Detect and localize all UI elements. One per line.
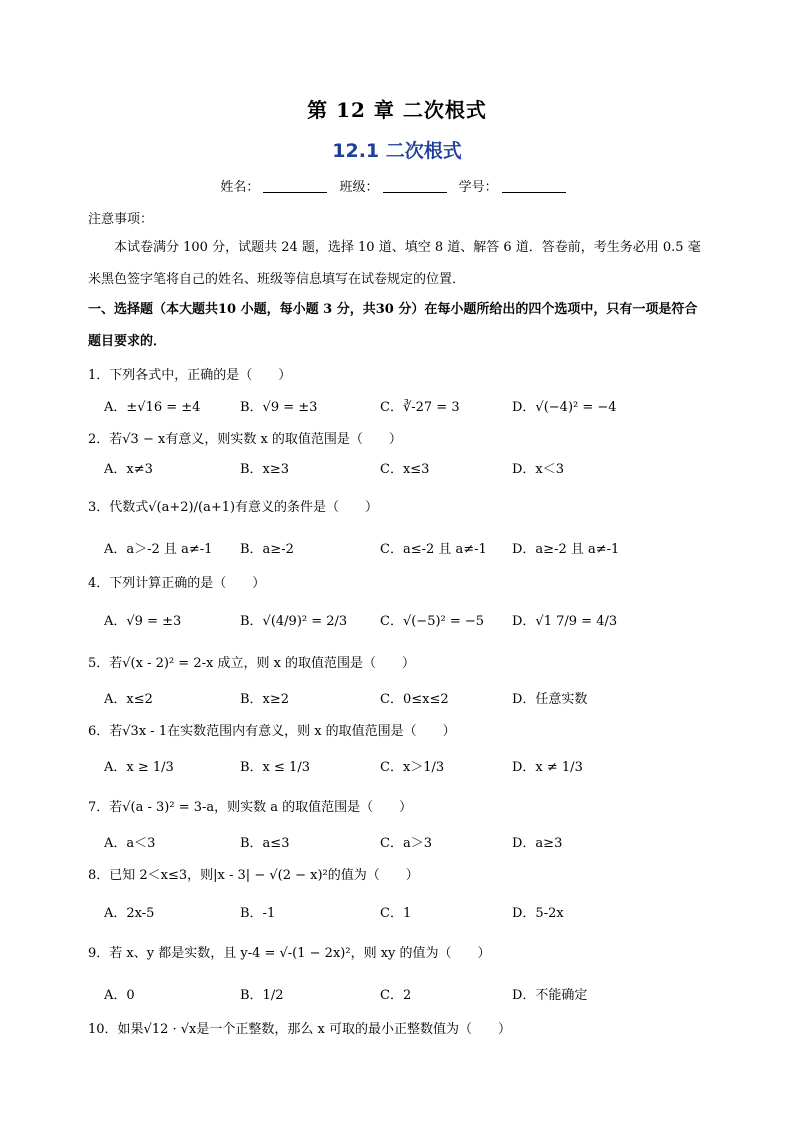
option-a[interactable]: A．0 [104, 988, 135, 1003]
notice-text: 本试卷满分 100 分，试题共 24 题，选择 10 道、填空 8 道、解答 6 道．答卷前，考生务必用 0.5 毫米黑色签字笔将自己的姓名、班级等信息填写在试卷规定的位置． [88, 240, 701, 287]
class-blank[interactable] [383, 180, 447, 193]
option-b[interactable]: B．x≥3 [240, 462, 290, 477]
chapter-title: 第 12 章 二次根式 [307, 98, 487, 122]
question-stem: 8．已知 2＜x≤3，则|x - 3| − √(2 − x)²的值为（ ） [88, 868, 419, 883]
section-title: 12.1 二次根式 [332, 140, 462, 162]
option-row [104, 458, 704, 480]
id-blank[interactable] [502, 180, 566, 193]
option-b[interactable]: B．√(4/9)² = 2/3 [240, 614, 348, 629]
option-a[interactable]: A．a＜3 [104, 836, 156, 851]
question-stem: 10．如果√12 · √x是一个正整数，那么 x 可取的最小正整数值为（ ） [88, 1022, 511, 1037]
option-row [104, 756, 704, 778]
option-row [104, 538, 704, 560]
option-a[interactable]: A．x≠3 [104, 462, 153, 477]
name-label: 姓名： [220, 180, 260, 195]
question-stem: 1．下列各式中，正确的是（ ） [88, 368, 292, 383]
option-c[interactable]: C．a＞3 [380, 836, 432, 851]
question-stem: 2．若√3 − x有意义，则实数 x 的取值范围是（ ） [88, 432, 402, 447]
option-d[interactable]: D．5-2x [512, 906, 564, 921]
option-row [104, 902, 704, 924]
option-row [104, 610, 704, 632]
option-d[interactable]: D．x＜3 [512, 462, 565, 477]
notice-label: 注意事项： [88, 212, 154, 227]
option-row [104, 688, 704, 710]
name-blank[interactable] [263, 180, 327, 193]
option-c[interactable]: C．1 [380, 906, 412, 921]
option-d[interactable]: D．√(−4)² = −4 [512, 400, 617, 415]
option-row [104, 396, 704, 418]
question-stem: 5．若√(x - 2)² = 2-x 成立，则 x 的取值范围是（ ） [88, 656, 416, 671]
option-a[interactable]: A．2x-5 [104, 906, 155, 921]
question-stem: 7．若√(a - 3)² = 3-a，则实数 a 的取值范围是（ ） [88, 800, 413, 815]
option-row [104, 984, 704, 1006]
option-a[interactable]: A．x≤2 [104, 692, 153, 707]
student-info-row [0, 176, 794, 195]
option-d[interactable]: D．a≥3 [512, 836, 563, 851]
option-b[interactable]: B．-1 [240, 906, 276, 921]
question-stem: 9．若 x、y 都是实数，且 y-4 = √-(1 − 2x)²，则 xy 的值为（ ） [88, 946, 491, 961]
question-stem: 6．若√3x - 1在实数范围内有意义，则 x 的取值范围是（ ） [88, 724, 456, 739]
option-c[interactable]: C．√(−5)² = −5 [380, 614, 485, 629]
option-row [104, 832, 704, 854]
option-a[interactable]: A．±√16 = ±4 [104, 400, 201, 415]
option-a[interactable]: A．x ≥ 1/3 [104, 760, 174, 775]
section-heading: 一、选择题（本大题共10 小题，每小题 3 分，共30 分）在每小题所给出的四个选项中，只有一项是符合题目要求的． [88, 302, 698, 349]
option-c[interactable]: C．x≤3 [380, 462, 430, 477]
question-stem: 4．下列计算正确的是（ ） [88, 576, 266, 591]
option-b[interactable]: B．1/2 [240, 988, 284, 1003]
id-label: 学号： [458, 180, 498, 195]
option-d[interactable]: D．不能确定 [512, 988, 588, 1003]
question-stem: 3．代数式√(a+2)/(a+1)有意义的条件是（ ） [88, 500, 379, 515]
option-c[interactable]: C．2 [380, 988, 412, 1003]
option-a[interactable]: A．√9 = ±3 [104, 614, 182, 629]
option-c[interactable]: C．a≤-2 且 a≠-1 [380, 542, 487, 557]
option-d[interactable]: D．√1 7/9 = 4/3 [512, 614, 618, 629]
option-b[interactable]: B．x ≤ 1/3 [240, 760, 310, 775]
option-b[interactable]: B．√9 = ±3 [240, 400, 318, 415]
option-b[interactable]: B．a≥-2 [240, 542, 294, 557]
option-c[interactable]: C．∛-27 = 3 [380, 400, 460, 415]
option-d[interactable]: D．a≥-2 且 a≠-1 [512, 542, 620, 557]
option-a[interactable]: A．a＞-2 且 a≠-1 [104, 542, 213, 557]
option-c[interactable]: C．x＞1/3 [380, 760, 445, 775]
option-d[interactable]: D．任意实数 [512, 692, 588, 707]
class-label: 班级： [339, 180, 379, 195]
option-b[interactable]: B．x≥2 [240, 692, 290, 707]
option-b[interactable]: B．a≤3 [240, 836, 290, 851]
option-d[interactable]: D．x ≠ 1/3 [512, 760, 583, 775]
option-c[interactable]: C．0≤x≤2 [380, 692, 449, 707]
